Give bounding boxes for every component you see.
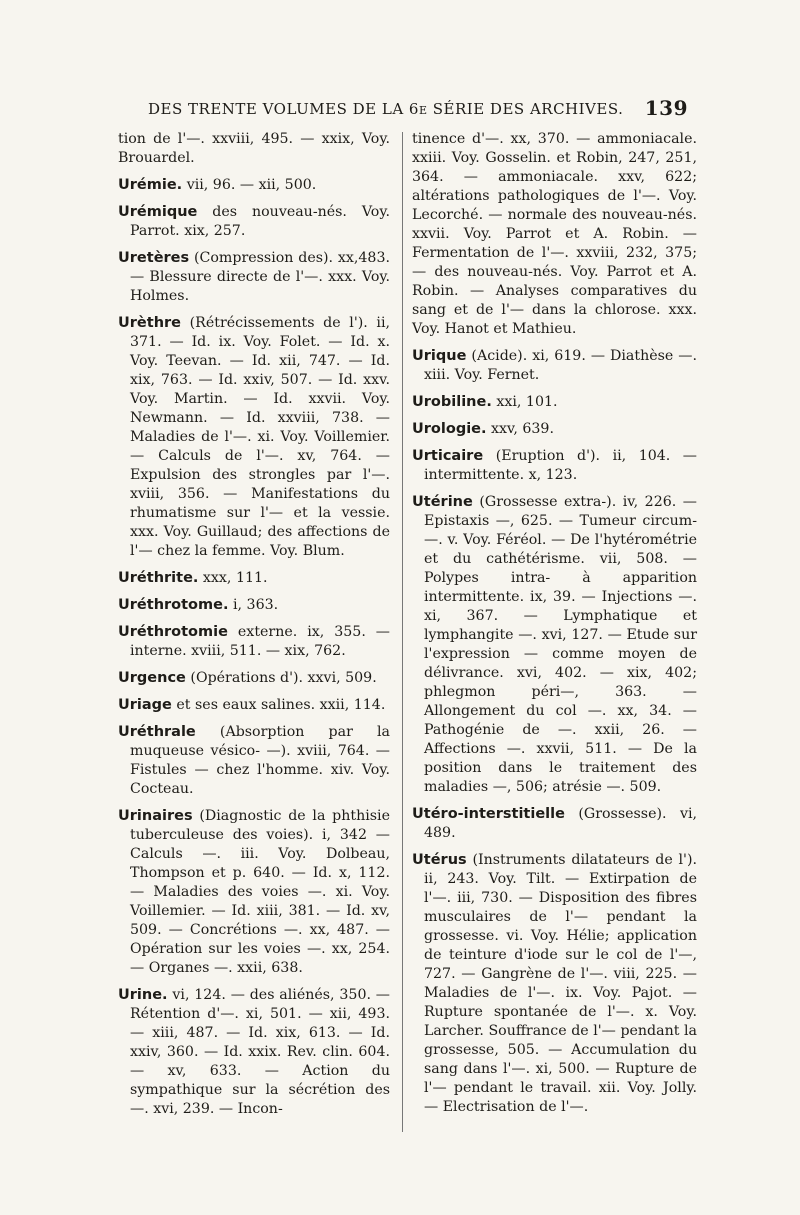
entry-body: (Grossesse extra-). iv, 226. — Epistaxis —, 625. — Tumeur circum- —. v. Voy. Féréol. — De l'hytérométrie et du cathétérisme. vii, 508. — Polypes intra- à apparition intermittente. ix, 39. — Injections —. xi, 367. — Lymphatique et lymphangite —. xvi, 127. — Etude sur l'expression — comme moyen de délivrance. xvi, 402. — xix, 402; phlegmon péri—, 363. — Allongement du col —. xx, 34. — Pathogénie de —. xxii, 26. — Affections —. xxvii, 511. — De la position dans le traitement des maladies —, 506; atrésie —. 509. <box>424 494 697 795</box>
column-divider <box>402 132 403 1132</box>
entry-headword: Uréthrale <box>118 724 196 740</box>
entry-headword: Urémique <box>118 204 198 220</box>
entry-headword: Utérus <box>412 852 467 868</box>
entry-headword: Uretères <box>118 250 190 266</box>
index-entry <box>412 851 697 1117</box>
entry-headword: Utéro-interstitielle <box>412 806 565 822</box>
entry-headword: Utérine <box>412 494 473 510</box>
index-entry <box>118 807 390 978</box>
entry-headword: Urémie. <box>118 177 183 193</box>
entry-headword: Uréthrite. <box>118 570 199 586</box>
index-entry <box>118 986 390 1119</box>
entry-body: xxx, 111. <box>198 570 268 586</box>
running-header <box>148 96 688 120</box>
index-entry <box>118 569 390 588</box>
index-entry <box>118 596 390 615</box>
entry-body: i, 363. <box>228 597 279 613</box>
entry-headword: Urèthre <box>118 315 181 331</box>
entry-body: (Instruments dilatateurs de l'). ii, 243. Voy. Tilt. — Extirpation de l'—. iii, 730. — Disposition des fibres musculaires de l'— pendant la grossesse. vi. Voy. Hélie; application de teinture d'iode sur le col de l'—, 727. — Gangrène de l'—. viii, 225. — Maladies de l'—. ix. Voy. Pajot. — Rupture spontanée de l'—. x. Voy. Larcher. Souffrance de l'— pendant la grossesse, 505. — Accumulation du sang dans l'—. xi, 500. — Rupture de l'— pendant le travail. xii. Voy. Jolly. — Electrisation de l'—. <box>424 852 697 1115</box>
entry-headword: Urine. <box>118 987 168 1003</box>
entry-body: tinence d'—. xx, 370. — ammoniacale. xxiii. Voy. Gosselin. et Robin, 247, 251, 364. — ammoniacale. xxv, 622; altérations pathologiques de l'—. Voy. Lecorché. — normale des nouveau-nés. xxvii. Voy. Parrot et A. Robin. — Fermentation de l'—. xxviii, 232, 375; — des nouveau-nés. Voy. Parrot et A. Robin. — Analyses comparatives du sang et de l'— dans la chlorose. xxx. Voy. Hanot et Mathieu. <box>412 131 697 337</box>
entry-body: et ses eaux salines. xxii, 114. <box>171 697 386 713</box>
left-column <box>118 130 390 1127</box>
index-entry <box>412 493 697 797</box>
entry-body: vi, 124. — des aliénés, 350. — Rétention d'—. xi, 501. — xii, 493. — xiii, 487. — Id. xix, 613. — Id. xxiv, 360. — Id. xxix. Rev. clin. 604. — xv, 633. — Action du sympathique sur la sécrétion des —. xvi, 239. — Incon- <box>130 987 390 1117</box>
entry-headword: Urgence <box>118 670 186 686</box>
entry-body: (Acide). xi, 619. — Diathèse —. xiii. Voy. Fernet. <box>424 348 697 383</box>
index-entry <box>118 696 390 715</box>
entry-body: (Opérations d'). xxvi, 509. <box>185 670 377 686</box>
index-entry <box>412 805 697 843</box>
entry-body: (Diagnostic de la phthisie tuberculeuse des voies). i, 342 — Calculs —. iii. Voy. Dolbeau, Thompson et p. 640. — Id. x, 112. — Maladies des voies —. xi. Voy. Voillemier. — Id. xiii, 381. — Id. xv, 509. — Concrétions —. xx, 487. — Opération sur les voies —. xx, 254. — Organes —. xxii, 638. <box>130 808 390 976</box>
entry-body: (Absorption par la muqueuse vésico- —). xviii, 764. — Fistules — chez l'homme. xiv. Voy. Cocteau. <box>130 724 390 797</box>
entry-headword: Uréthrotomie <box>118 624 228 640</box>
header-title: DES TRENTE VOLUMES DE LA 6e SÉRIE DES ARCHIVES. <box>148 100 624 118</box>
entry-body: (Compression des). xx,483. — Blessure directe de l'—. xxx. Voy. Holmes. <box>130 250 390 304</box>
entry-body: (Rétrécissements de l'). ii, 371. — Id. ix. Voy. Folet. — Id. x. Voy. Teevan. — Id. xii, 747. — Id. xix, 763. — Id. xxiv, 507. — Id. xxv. Voy. Martin. — Id. xxvii. Voy. Newmann. — Id. xxviii, 738. — Maladies de l'—. xi. Voy. Voillemier. — Calculs de l'—. xv, 764. — Expulsion des strongles par l'—. xviii, 356. — Manifestations du rhumatisme sur l'— et la vessie. xxx. Voy. Guillaud; des affections de l'— chez la femme. Voy. Blum. <box>130 315 390 559</box>
entry-body: xxi, 101. <box>491 394 558 410</box>
index-entry <box>412 393 697 412</box>
entry-body: xxv, 639. <box>486 421 554 437</box>
index-entry <box>412 420 697 439</box>
entry-headword: Urticaire <box>412 448 484 464</box>
index-entry <box>118 314 390 561</box>
index-entry <box>118 176 390 195</box>
entry-headword: Uréthrotome. <box>118 597 229 613</box>
page-number: 139 <box>644 96 688 120</box>
entry-body: tion de l'—. xxviii, 495. — xxix, Voy. Brouardel. <box>118 131 390 166</box>
index-entry <box>118 723 390 799</box>
entry-body: (Grossesse). vi, 489. <box>424 806 697 841</box>
entry-headword: Uriage <box>118 697 172 713</box>
index-entry <box>118 203 390 241</box>
index-entry <box>118 669 390 688</box>
index-entry <box>118 623 390 661</box>
index-entry <box>412 447 697 485</box>
entry-headword: Urique <box>412 348 467 364</box>
entry-headword: Urinaires <box>118 808 193 824</box>
entry-headword: Urologie. <box>412 421 487 437</box>
entry-body: vii, 96. — xii, 500. <box>182 177 317 193</box>
right-column <box>412 130 697 1125</box>
entry-body: (Eruption d'). ii, 104. — intermittente. x, 123. <box>424 448 697 483</box>
index-entry <box>412 130 697 339</box>
index-entry <box>118 249 390 306</box>
entry-headword: Urobiline. <box>412 394 492 410</box>
index-entry <box>412 347 697 385</box>
entry-body: externe. ix, 355. — interne. xviii, 511. — xix, 762. <box>130 624 390 659</box>
index-entry <box>118 130 390 168</box>
entry-body: des nouveau-nés. Voy. Parrot. xix, 257. <box>130 204 390 239</box>
